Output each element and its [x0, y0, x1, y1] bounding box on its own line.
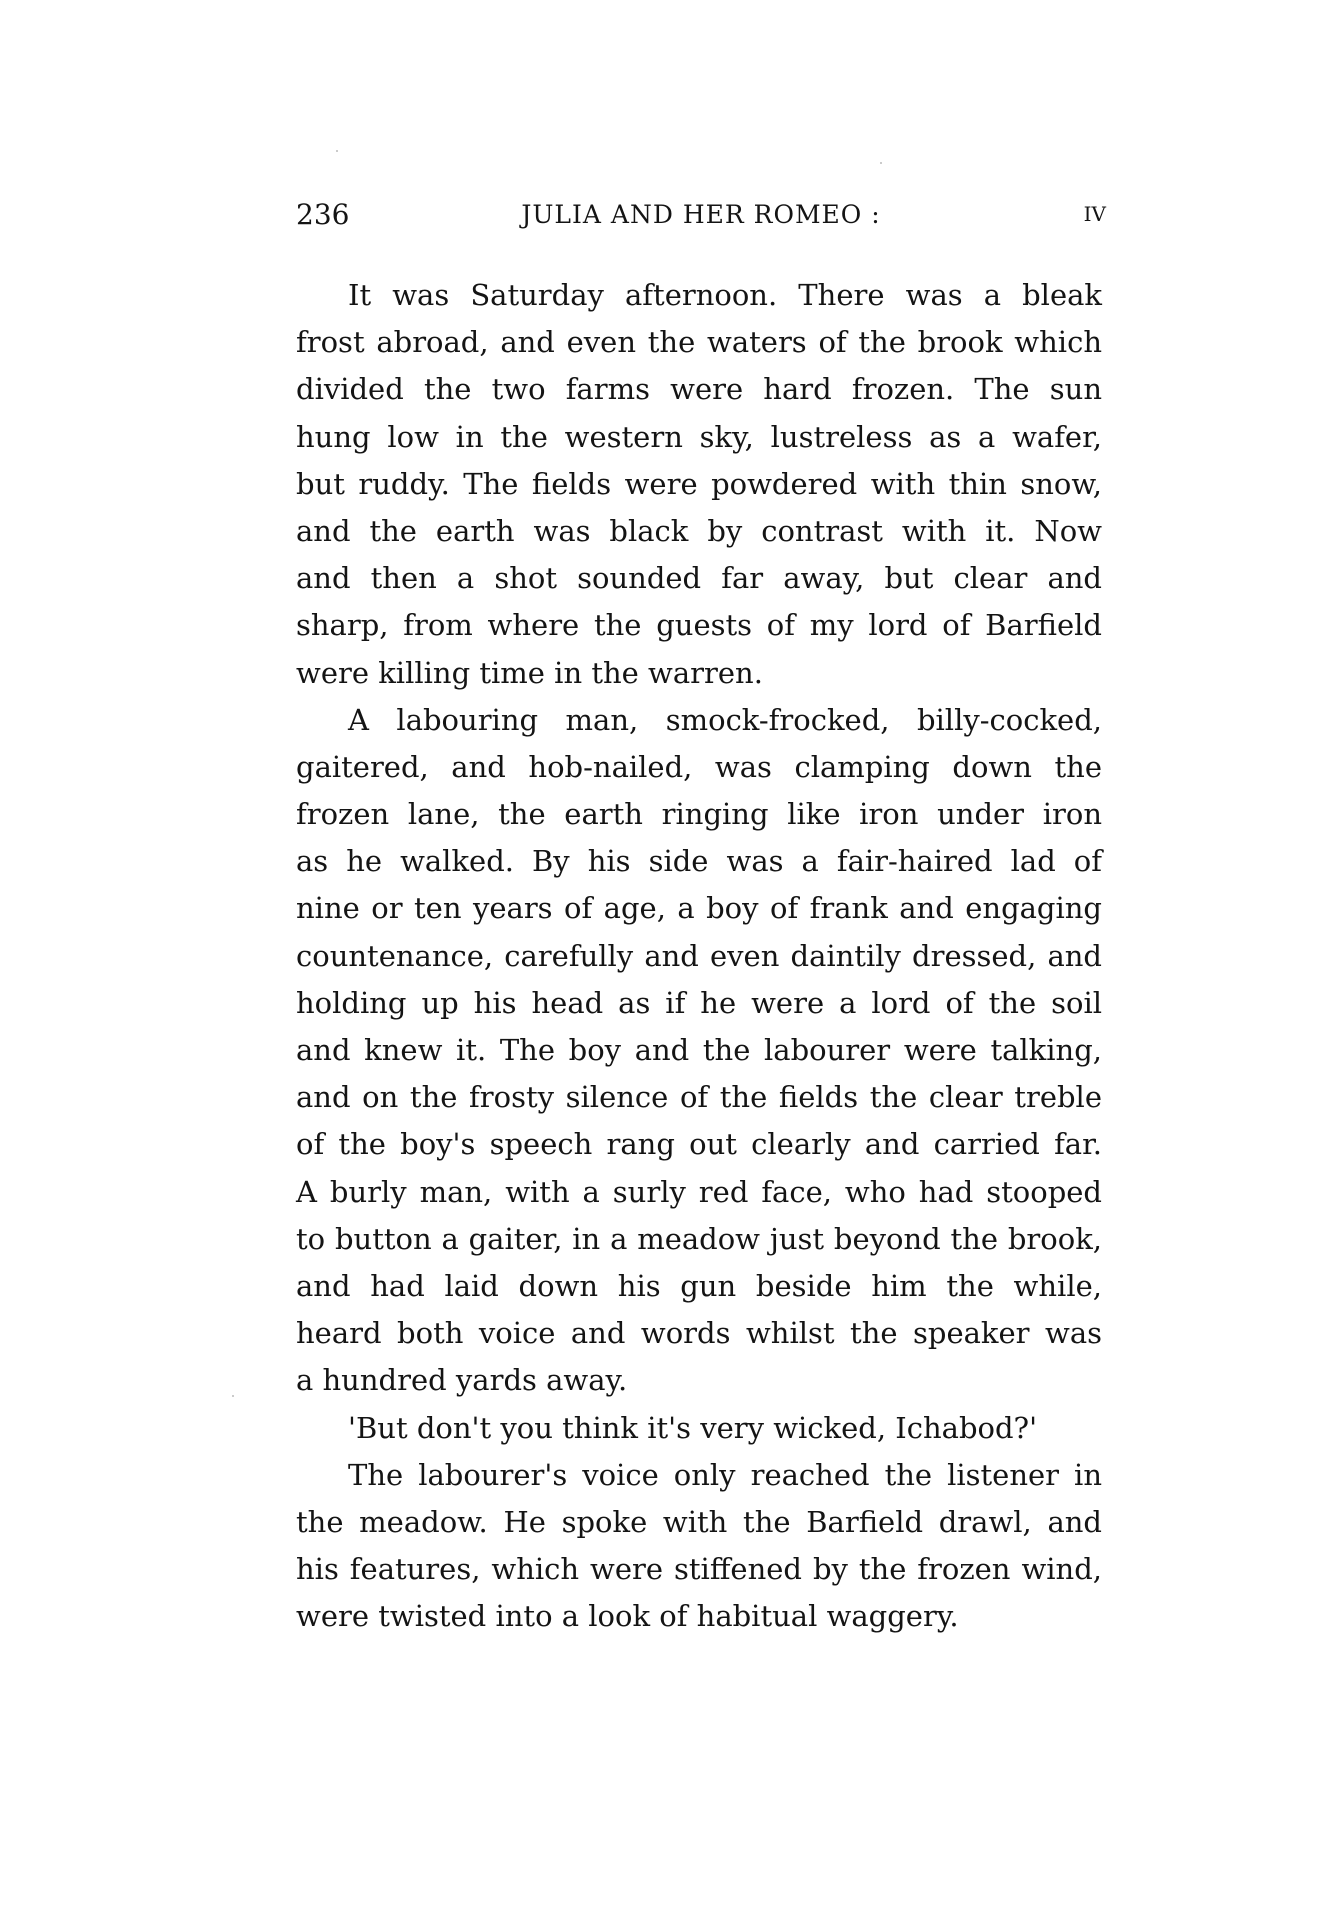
text-line: divided the two farms were hard frozen. The sun	[296, 372, 1102, 407]
text-line: hung low in the western sky, lustreless as a wafer,	[296, 419, 1102, 454]
text-line: holding up his head as if he were a lord of the soil	[296, 985, 1102, 1020]
text-line: A labouring man, smock-frocked, billy-cocked,	[348, 702, 1102, 737]
page-number: 236	[296, 198, 350, 231]
quoted-speech-line: 'But don't you think it's very wicked, Ichabod?'	[348, 1410, 1038, 1445]
text-line: and knew it. The boy and the labourer were talking,	[296, 1033, 1102, 1067]
text-line: frost abroad, and even the waters of the brook which	[296, 325, 1102, 360]
text-line: and then a shot sounded far away, but clear and	[296, 561, 1102, 596]
text-line: to button a gaiter, in a meadow just beyond the brook,	[296, 1221, 1102, 1256]
text-line: A burly man, with a surly red face, who had stooped	[296, 1174, 1102, 1209]
running-head	[296, 198, 1106, 238]
running-title: JULIA AND HER ROMEO :	[521, 200, 881, 229]
text-line: and had laid down his gun beside him the while,	[296, 1268, 1102, 1303]
paper-speck	[880, 162, 882, 164]
text-line: heard both voice and words whilst the speaker was	[296, 1316, 1102, 1351]
chapter-numeral: IV	[1083, 202, 1106, 226]
text-line: nine or ten years of age, a boy of frank and engaging	[296, 891, 1102, 926]
text-line: but ruddy. The fields were powdered with thin snow,	[296, 466, 1102, 501]
text-line: the meadow. He spoke with the Barfield drawl, and	[296, 1504, 1102, 1539]
text-line: and on the frosty silence of the fields the clear treble	[296, 1080, 1102, 1115]
text-line: were twisted into a look of habitual waggery.	[296, 1599, 959, 1634]
text-line: as he walked. By his side was a fair-haired lad of	[296, 844, 1102, 879]
text-line: a hundred yards away.	[296, 1363, 628, 1398]
paper-speck	[336, 150, 338, 152]
text-line: sharp, from where the guests of my lord of Barfield	[296, 608, 1102, 643]
text-line: The labourer's voice only reached the listener in	[348, 1457, 1102, 1492]
body-text	[296, 272, 1102, 1640]
text-line: frozen lane, the earth ringing like iron under iron	[296, 797, 1102, 832]
text-line: and the earth was black by contrast with it. Now	[296, 513, 1102, 548]
text-line: his features, which were stiffened by the frozen wind,	[296, 1552, 1102, 1587]
text-line: were killing time in the warren.	[296, 655, 763, 690]
text-line: gaitered, and hob-nailed, was clamping down the	[296, 749, 1102, 784]
text-line: countenance, carefully and even daintily dressed, and	[296, 938, 1102, 973]
paper-speck	[232, 1395, 234, 1397]
text-line: of the boy's speech rang out clearly and carried far.	[296, 1127, 1102, 1162]
text-line: It was Saturday afternoon. There was a bleak	[348, 278, 1102, 312]
